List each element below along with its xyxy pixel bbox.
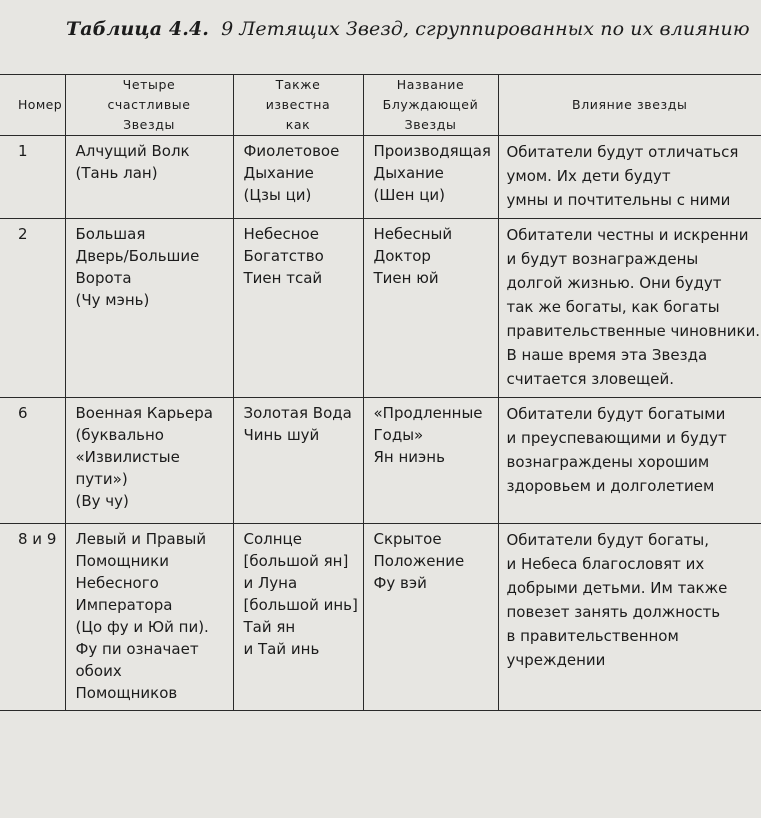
cell-wandering [363, 136, 498, 219]
cell-four-lucky [65, 524, 233, 711]
cell-line: вознаграждены хорошим [506, 453, 710, 471]
header-wandering-star-name [363, 75, 498, 136]
cell-line: Дверь/Большие [75, 247, 200, 265]
cell-line: Ворота [75, 269, 132, 287]
cell-line: 8 и 9 [18, 530, 57, 548]
cell-line: Доктор [373, 247, 431, 265]
cell-line: Небесный [373, 225, 453, 243]
cell-line: в правительственном [506, 627, 679, 645]
cell-also-known [233, 136, 363, 219]
cell-line: Обитатели будут отличаться [506, 143, 739, 161]
cell-line: и Луна [243, 574, 298, 592]
cell-line: [большой ян] [243, 552, 349, 570]
cell-number [0, 219, 65, 398]
header-line: Звезды [123, 117, 175, 132]
cell-four-lucky [65, 398, 233, 524]
header-four-lucky-stars [65, 75, 233, 136]
table-row [0, 524, 761, 711]
cell-line: и будут вознаграждены [506, 250, 699, 268]
cell-four-lucky [65, 219, 233, 398]
cell-line: Производящая [373, 142, 491, 160]
table-caption [66, 18, 750, 40]
header-line: Звезды [404, 117, 457, 132]
cell-line: Левый и Правый [75, 530, 207, 548]
cell-line: правительственные чиновники. [506, 322, 761, 340]
cell-line: Золотая Вода [243, 404, 352, 422]
caption-text: 9 Летящих Звезд, сгруппированных по их влиянию [221, 18, 750, 40]
cell-line: Обитатели будут богаты, [506, 531, 710, 549]
cell-wandering [363, 219, 498, 398]
cell-line: и Тай инь [243, 640, 320, 658]
header-line: Название [396, 77, 465, 92]
table-header-row [0, 75, 761, 136]
cell-line: 1 [18, 142, 28, 160]
cell-line: Скрытое [373, 530, 442, 548]
cell-line: Большая [75, 225, 146, 243]
cell-line: Императора [75, 596, 173, 614]
cell-line: Тиен тсай [243, 269, 323, 287]
cell-line: Тиен юй [373, 269, 439, 287]
cell-line: Военная Карьера [75, 404, 213, 422]
cell-also-known [233, 398, 363, 524]
header-number [0, 75, 65, 136]
cell-line: (Цзы ци) [243, 186, 312, 204]
cell-line: добрыми детьми. Им также [506, 579, 728, 597]
cell-line: [большой инь] [243, 596, 358, 614]
cell-line: «Извилистые [75, 448, 180, 466]
header-line: Блуждающей [382, 97, 479, 112]
cell-line: Обитатели честны и искренни [506, 226, 749, 244]
cell-number [0, 524, 65, 711]
cell-line: Дыхание [243, 164, 314, 182]
header-line: Четыре [122, 77, 176, 92]
cell-line: Помощников [75, 684, 178, 702]
cell-line: Ян ниэнь [373, 448, 445, 466]
cell-line: обоих [75, 662, 122, 680]
cell-line: повезет занять должность [506, 603, 721, 621]
cell-effect [498, 524, 761, 711]
table-row [0, 136, 761, 219]
cell-effect [498, 136, 761, 219]
cell-line: Дыхание [373, 164, 444, 182]
cell-line: «Продленные [373, 404, 483, 422]
cell-four-lucky [65, 136, 233, 219]
cell-line: долгой жизнью. Они будут [506, 274, 722, 292]
cell-also-known [233, 219, 363, 398]
cell-line: Помощники [75, 552, 169, 570]
cell-line: и Небеса благословят их [506, 555, 705, 573]
header-line: как [285, 117, 311, 132]
header-line: счастливые [107, 97, 191, 112]
header-line: известна [265, 97, 331, 112]
cell-line: здоровьем и долголетием [506, 477, 715, 495]
header-also-known-as [233, 75, 363, 136]
cell-line: умом. Их дети будут [506, 167, 671, 185]
table-row [0, 219, 761, 398]
cell-line: пути») [75, 470, 128, 488]
cell-also-known [233, 524, 363, 711]
cell-line: 2 [18, 225, 28, 243]
cell-line: так же богаты, как богаты [506, 298, 720, 316]
cell-line: Фу пи означает [75, 640, 199, 658]
caption-number: Таблица 4.4. [66, 18, 209, 40]
header-line: Влияние звезды [572, 97, 688, 112]
flying-stars-table [0, 74, 761, 711]
cell-line: Фиолетовое [243, 142, 340, 160]
cell-line: Годы» [373, 426, 424, 444]
cell-line: В наше время эта Звезда [506, 346, 708, 364]
cell-line: (Цо фу и Юй пи). [75, 618, 209, 636]
cell-line: Тай ян [243, 618, 296, 636]
header-line: Также [275, 77, 321, 92]
cell-line: Фу вэй [373, 574, 427, 592]
cell-line: (Ву чу) [75, 492, 129, 510]
cell-line: (Шен ци) [373, 186, 446, 204]
cell-line: 6 [18, 404, 28, 422]
cell-line: (Тань лан) [75, 164, 158, 182]
table-row [0, 398, 761, 524]
cell-number [0, 136, 65, 219]
cell-line: считается зловещей. [506, 370, 674, 388]
cell-number [0, 398, 65, 524]
cell-line: Положение [373, 552, 465, 570]
cell-line: Алчущий Волк [75, 142, 190, 160]
cell-line: и преуспевающими и будут [506, 429, 727, 447]
header-star-effect [498, 75, 761, 136]
cell-line: учреждении [506, 651, 606, 669]
cell-line: умны и почтительны с ними [506, 191, 731, 209]
cell-line: Богатство [243, 247, 324, 265]
cell-line: (буквально [75, 426, 164, 444]
cell-effect [498, 398, 761, 524]
cell-effect [498, 219, 761, 398]
cell-line: Солнце [243, 530, 302, 548]
cell-line: Небесное [243, 225, 319, 243]
cell-line: Обитатели будут богатыми [506, 405, 726, 423]
cell-wandering [363, 398, 498, 524]
header-line: Номер [18, 97, 63, 112]
cell-line: Небесного [75, 574, 159, 592]
cell-wandering [363, 524, 498, 711]
cell-line: Чинь шуй [243, 426, 320, 444]
cell-line: (Чу мэнь) [75, 291, 150, 309]
